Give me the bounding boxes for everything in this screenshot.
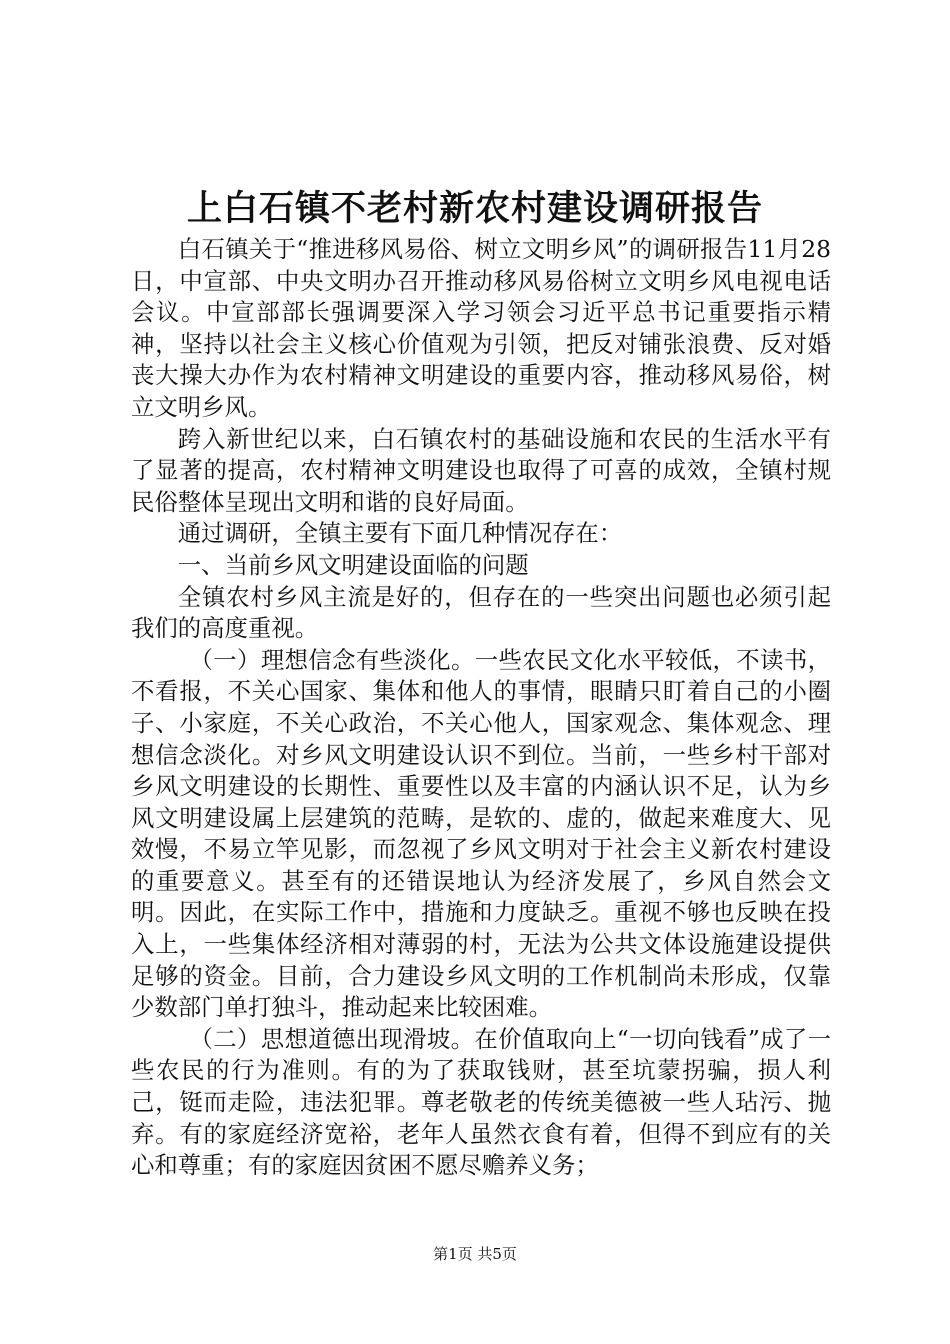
section-heading-problems: 一、当前乡风文明建设面临的问题 <box>177 550 529 579</box>
paragraph-survey-lead: 通过调研，全镇主要有下面几种情况存在： <box>177 519 623 548</box>
paragraph-point-1: （一）理想信念有些淡化。一些农民文化水平较低，不读书，不看报，不关心国家、集体和他人的事情，眼睛只盯着自己的小圈子、小家庭，不关心政治，不关心他人，国家观念、集体观念、理想信念淡化。对乡风文明建设认识不到位。当前，一些乡村干部对乡风文明建设的长期性、重要性以及丰富的内涵认识不足，认为乡风文明建设属上层建筑的范畴，是软的、虚的，做起来难度大、见效慢，不易立竿见影，而忽视了乡风文明对于社会主义新农村建设的重要意义。甚至有的还错误地认为经济发展了，乡风自然会文明。因此，在实际工作中，措施和力度缺乏。重视不够也反映在投入上，一些集体经济相对薄弱的村，无法为公共文体设施建设提供足够的资金。目前，合力建设乡风文明的工作机制尚未形成，仅靠少数部门单打独斗，推动起来比较困难。 <box>131 645 831 1022</box>
paragraph-point-2: （二）思想道德出现滑坡。在价值取向上“一切向钱看”成了一些农民的行为准则。有的为了获取钱财，甚至坑蒙拐骗，损人利己，铤而走险，违法犯罪。尊老敬老的传统美德被一些人玷污、抛弃。有的家庭经济宽裕，老年人虽然衣食有着，但得不到应有的关心和尊重；有的家庭因贫困不愿尽赡养义务； <box>131 1024 831 1180</box>
paragraph-intro: 白石镇关于“推进移风易俗、树立文明乡风”的调研报告11月28日，中宣部、中央文明办召开推动移风易俗树立文明乡风电视电话会议。中宣部部长强调要深入学习领会习近平总书记重要指示精神，坚持以社会主义核心价值观为引领，把反对铺张浪费、反对婚丧大操大办作为农村精神文明建设的重要内容，推动移风易俗，树立文明乡风。 <box>131 235 831 421</box>
document-title: 上白石镇不老村新农村建设调研报告 <box>186 188 763 229</box>
document-body <box>131 234 831 1182</box>
paragraph-overview: 全镇农村乡风主流是好的，但存在的一些突出问题也必须引起我们的高度重视。 <box>131 582 831 643</box>
page-number-footer: 第1页 共5页 <box>433 1245 517 1263</box>
paragraph-achievements: 跨入新世纪以来，白石镇农村的基础设施和农民的生活水平有了显著的提高，农村精神文明建设也取得了可喜的成效，全镇村规民俗整体呈现出文明和谐的良好局面。 <box>131 424 831 516</box>
